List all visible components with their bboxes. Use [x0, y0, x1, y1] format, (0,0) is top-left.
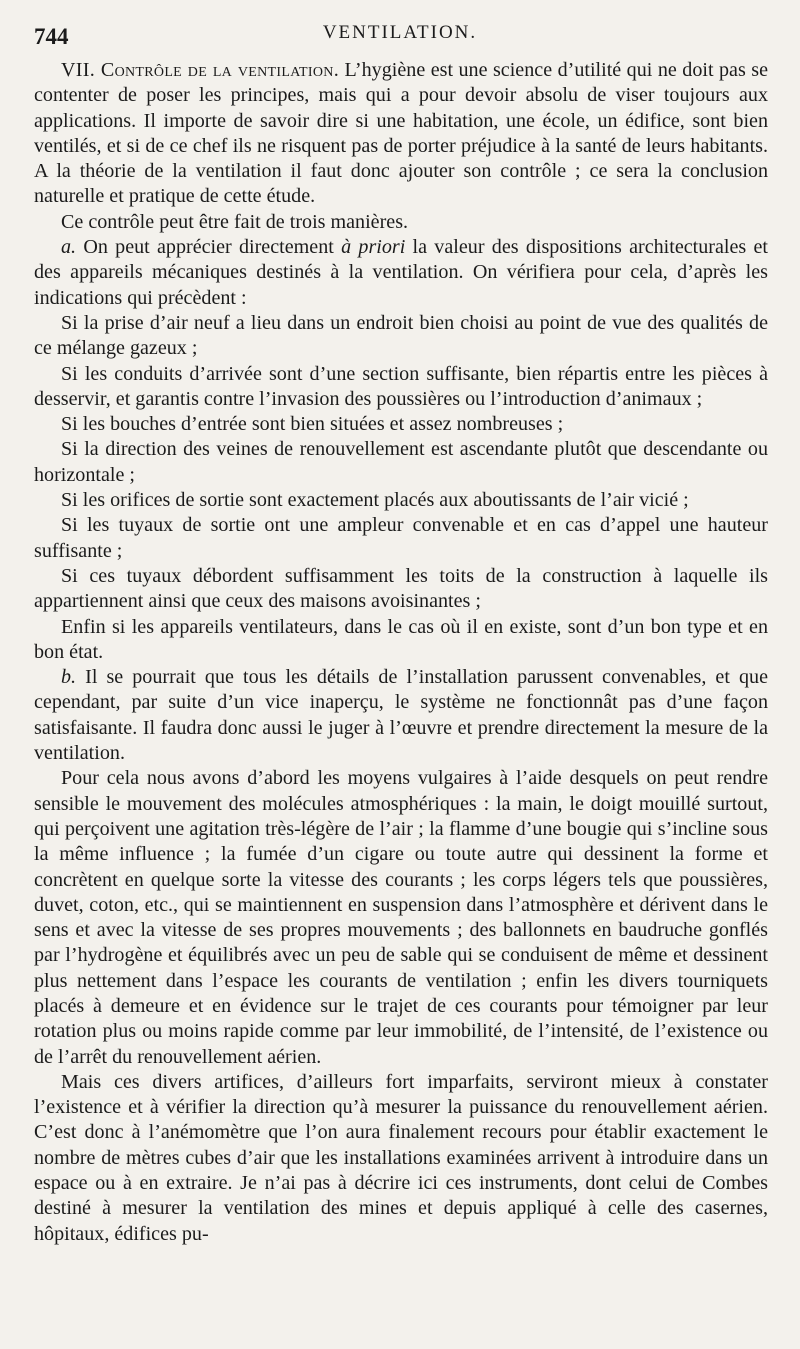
paragraph: Ce contrôle peut être fait de trois manières.	[61, 210, 409, 233]
paragraph-section-vii: VII. Contrôle de la ventilation. L’hygiène est une science d’utilité qui ne doit pas se contenter de poser les principes, mais qui a pour devoir absolu de viser toujours aux applications. Il importe de savoir dire si une habitation, une école, un édifice, sont bien ventilés, et si de ce chef ils ne risquent pas de porter préjudice à la santé de leurs habitants. A la théorie de la ventilation il faut donc ajouter son contrôle ; ce sera la conclusion naturelle et pratique de cette étude.	[34, 59, 769, 208]
section-heading: VII. Contrôle de la ventilation.	[61, 59, 340, 81]
checklist-item: Si les bouches d’entrée sont bien situées et assez nombreuses ;	[61, 413, 564, 436]
checklist-item: Si les tuyaux de sortie ont une ampleur convenable et en cas d’appel une hauteur suffisante ;	[34, 514, 768, 562]
checklist-item: Si la direction des veines de renouvellement est ascendante plutôt que descendante ou horizontale ;	[34, 438, 768, 486]
paragraph-b: b. Il se pourrait que tous les détails de l’installation parussent convenables, et que cependant, par suite d’un vice inaperçu, le système ne fonctionnât pas d’une façon satisfaisante. Il faudra donc aussi le juger à l’œuvre et prendre directement la mesure de la ventilation.	[34, 666, 768, 765]
page-number: 744	[34, 24, 69, 49]
checklist-item: Si la prise d’air neuf a lieu dans un endroit bien choisi au point de vue des qualités de ce mélange gazeux ;	[34, 311, 768, 360]
item-letter-b: b.	[61, 666, 77, 689]
checklist-item: Enfin si les appareils ventilateurs, dans le cas où il en existe, sont d’un bon type et en bon état.	[34, 615, 768, 663]
checklist-item: Si les orifices de sortie sont exactement placés aux aboutissants de l’air vicié ;	[61, 489, 689, 512]
checklist-item: Si ces tuyaux débordent suffisamment les toits de la construction à laquelle ils appartiennent ainsi que ceux des maisons avoisinantes ;	[34, 564, 768, 613]
body-text	[34, 58, 768, 1247]
page-header	[34, 22, 766, 52]
running-title: VENTILATION.	[322, 22, 478, 43]
item-letter-a: a.	[61, 236, 77, 259]
paragraph: Mais ces divers artifices, d’ailleurs fort imparfaits, serviront mieux à constater l’existence et à vérifier la direction qu’à mesurer la puissance du renouvellement aérien. C’est donc à l’anémomètre que l’on aura finalement recours pour établir exactement le nombre de mètres cubes d’air que les installations examinées arrivent à introduire dans un espace ou à en extraire. Je n’ai pas à décrire ici ces instruments, dont celui de Combes destiné à mesurer la ventilation des mines et depuis appliqué à celle des casernes, hôpitaux, édifices pu-	[34, 1070, 768, 1245]
paragraph-a: a. On peut apprécier directement à priori la valeur des dispositions architecturales et des appareils mécaniques destinés à la ventilation. On vérifiera pour cela, d’après les indications qui précèdent :	[34, 236, 768, 309]
checklist-item: Si les conduits d’arrivée sont d’une section suffisante, bien répartis entre les pièces à desservir, et garantis contre l’invasion des poussières ou l’introduction d’animaux ;	[34, 362, 768, 410]
paragraph: Pour cela nous avons d’abord les moyens vulgaires à l’aide desquels on peut rendre sensible le mouvement des molécules atmosphériques : la main, le doigt mouillé surtout, qui perçoivent une agitation très-légère de l’air ; la flamme d’une bougie qui s’incline sous la même influence ; la fumée d’un cigare ou toute autre qui dessinent la forme et concrètent en quelque sorte la vitesse des courants ; les corps légers tels que poussières, duvet, coton, etc., qui se maintiennent en suspension dans l’atmosphère et dérivent dans le sens et avec la vitesse de ses propres mouvements ; des ballonnets en baudruche gonflés par l’hydrogène et équilibrés avec un peu de sable qui se conduisent de même et dessinent plus nettement dans l’espace les courants de ventilation ; enfin les divers tourniquets placés à demeure et en évidence sur le trajet de ces courants pour témoigner par leur rotation plus ou moins rapide comme par leur immobilité, de l’intensité, de l’existence ou de l’arrêt du renouvellement aérien.	[34, 767, 768, 1068]
